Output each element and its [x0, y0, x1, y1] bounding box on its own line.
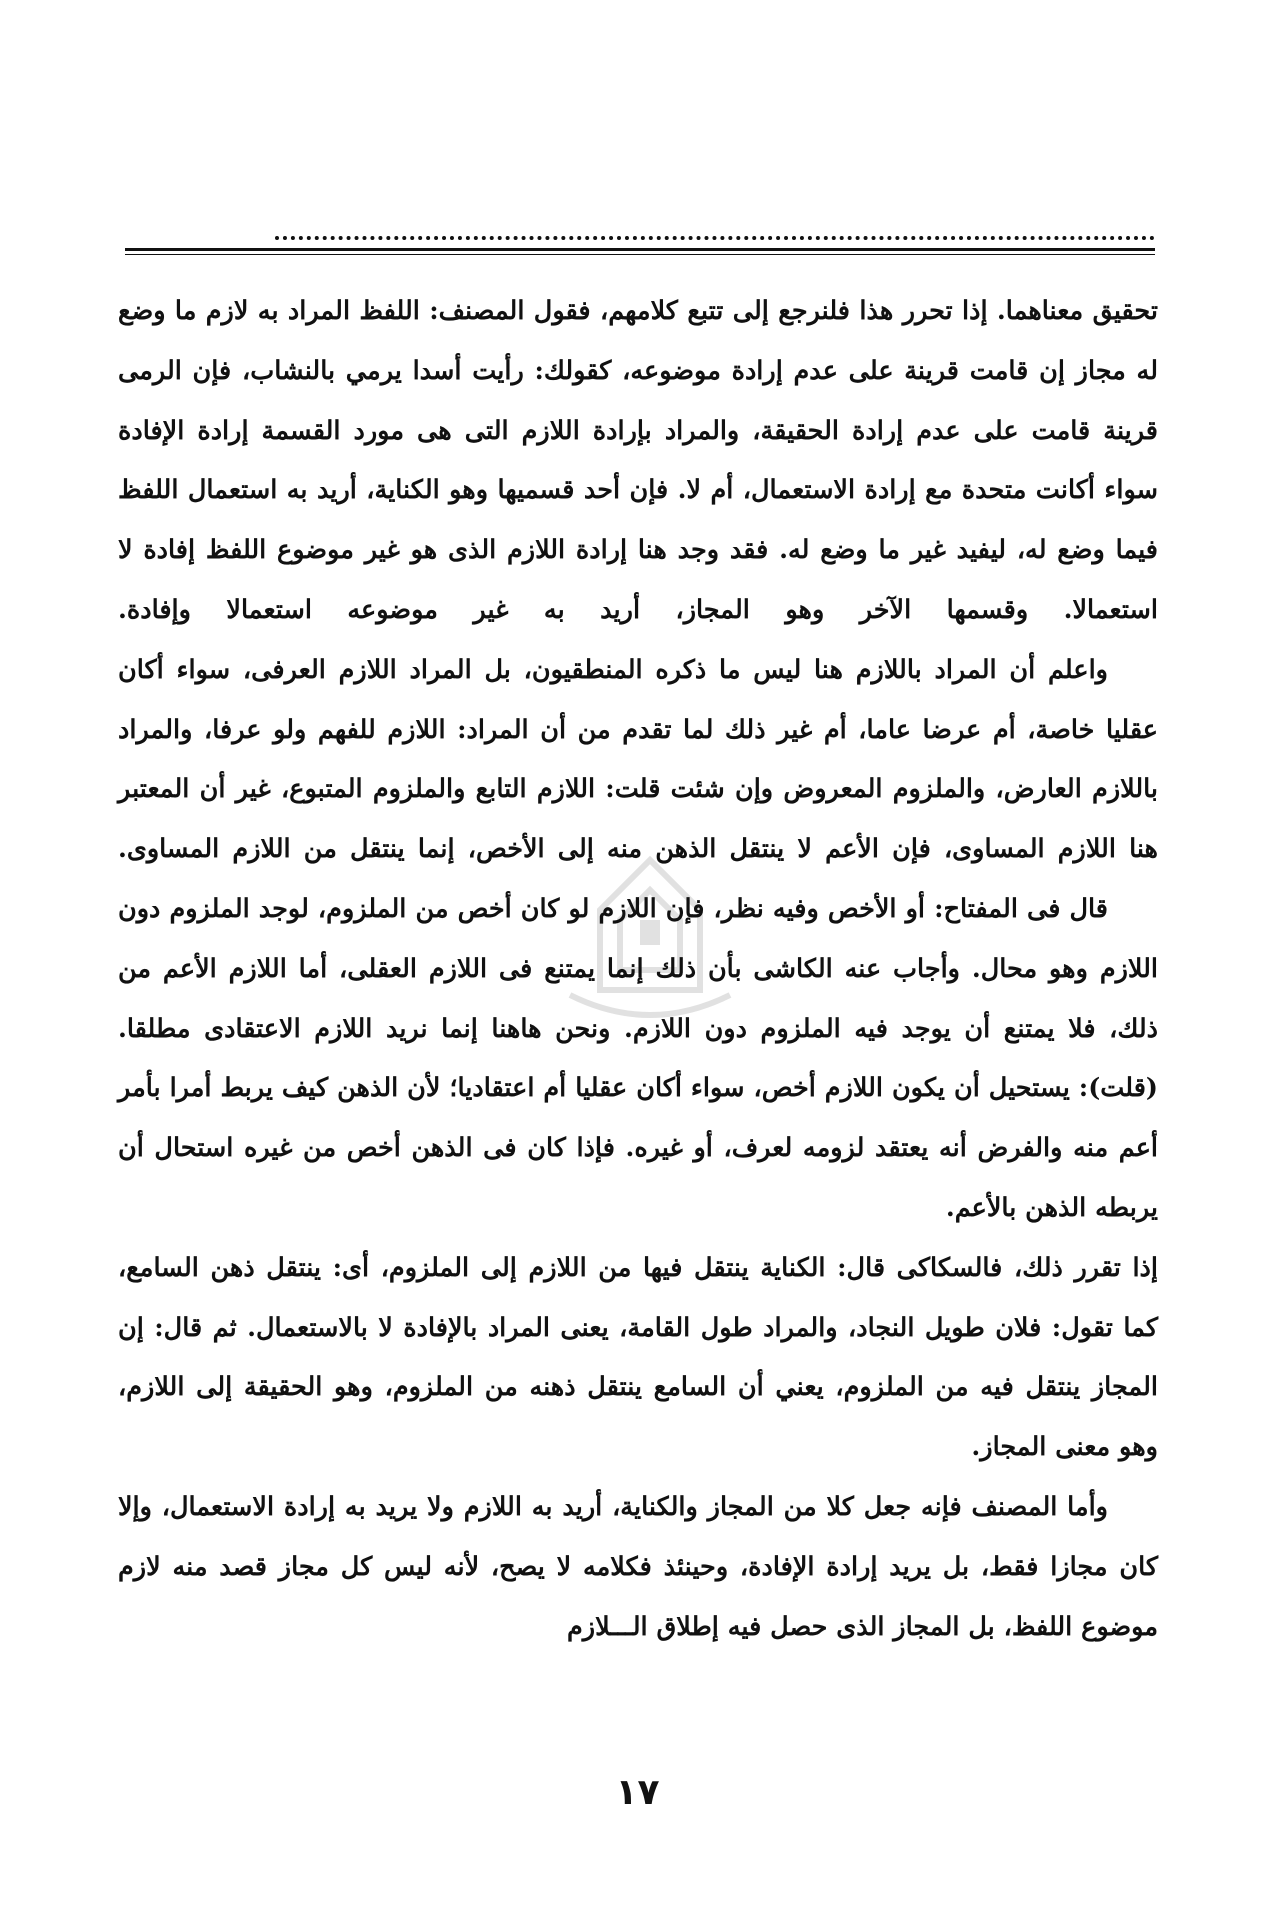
- paragraph: قال فى المفتاح: أو الأخص وفيه نظر، فإن اللازم لو كان أخص من الملزوم، لوجد الملزوم دون اللازم وهو محال. وأجاب عنه الكاشى بأن ذلك إنما يمتنع فى اللازم العقلى، أما اللازم الأعم من ذلك، فلا يمتنع أن يوجد فيه الملزوم دون اللازم. ونحن هاهنا إنما نريد اللازم الاعتقادى مطلقا.: [118, 893, 1158, 1044]
- page-number: ١٧: [615, 1772, 660, 1813]
- header-thin-line: [125, 254, 1155, 255]
- header-dotted-line: [275, 228, 1155, 240]
- paragraph: تحقيق معناهما. إذا تحرر هذا فلنرجع إلى تتبع كلامهم، فقول المصنف: اللفظ المراد به لازم ما وضع له مجاز إن قامت قرينة على عدم إرادة موضوعه، كقولك: رأيت أسدا يرمي بالنشاب، فإن الرمى قرينة قامت على عدم إرادة الحقيقة، والمراد بإرادة اللازم التى هى مورد القسمة إرادة الإفادة سواء أكانت متحدة مع إرادة الاستعمال، أم لا. فإن أحد قسميها وهو الكناية، أريد به استعمال اللفظ فيما وضع له، ليفيد غير ما وضع له. فقد وجد هنا إرادة اللازم الذى هو غير موضوع اللفظ إفادة لا استعمالا. وقسمها الآخر وهو المجاز، أريد به غير موضوعه استعمالا وإفادة.: [118, 296, 1158, 625]
- paragraph: إذا تقرر ذلك، فالسكاكى قال: الكناية ينتقل فيها من اللازم إلى الملزوم، أى: ينتقل ذهن السامع، كما تقول: فلان طويل النجاد، والمراد طول القامة، يعنى المراد بالإفادة لا بالاستعمال. ثم قال: إن المجاز ينتقل فيه من الملزوم، يعني أن السامع ينتقل ذهنه من الملزوم، وهو الحقيقة إلى اللازم، وهو معنى المجاز.: [118, 1252, 1158, 1463]
- paragraph: واعلم أن المراد باللازم هنا ليس ما ذكره المنطقيون، بل المراد اللازم العرفى، سواء أكان عقليا خاصة، أم عرضا عاما، أم غير ذلك لما تقدم من أن المراد: اللازم للفهم ولو عرفا، والمراد باللازم العارض، والملزوم المعروض وإن شئت قلت: اللازم التابع والملزوم المتبوع، غير أن المعتبر هنا اللازم المساوى، فإن الأعم لا ينتقل الذهن منه إلى الأخص، إنما ينتقل من اللازم المساوى.: [118, 654, 1158, 865]
- paragraph: (قلت): يستحيل أن يكون اللازم أخص، سواء أكان عقليا أم اعتقاديا؛ لأن الذهن كيف يربط أمرا بأمر أعم منه والفرض أنه يعتقد لزومه لعرف، أو غيره. فإذا كان فى الذهن أخص من غيره استحال أن يربطه الذهن بالأعم.: [118, 1073, 1158, 1223]
- header-thick-line: [125, 248, 1155, 251]
- paragraph: وأما المصنف فإنه جعل كلا من المجاز والكناية، أريد به اللازم ولا يريد به إرادة الاستعمال، وإلا كان مجازا فقط، بل يريد إرادة الإفادة، وحينئذ فكلامه لا يصح، لأنه ليس كل مجاز قصد منه لازم موضوع اللفظ، بل المجاز الذى حصل فيه إطلاق الـــلازم: [118, 1491, 1158, 1642]
- header-rule: [125, 228, 1155, 255]
- body-text: [118, 282, 1158, 1657]
